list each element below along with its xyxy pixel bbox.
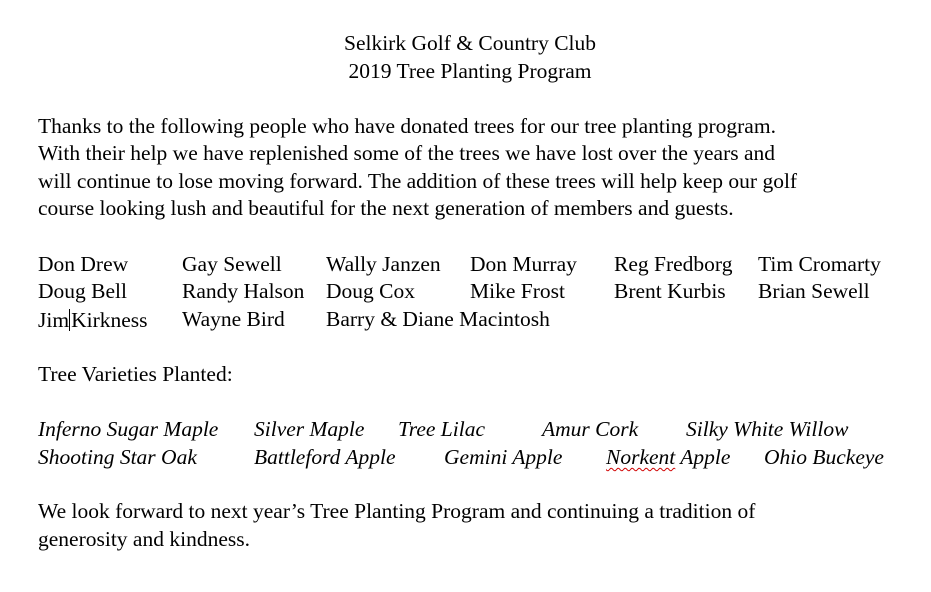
donor-name: Brian Sewell — [758, 279, 870, 303]
document-subtitle: 2019 Tree Planting Program — [348, 59, 592, 83]
intro-line: Thanks to the following people who have donated trees for our tree planting program. — [38, 114, 776, 138]
closing-line: We look forward to next year’s Tree Planting Program and continuing a tradition of — [38, 499, 756, 523]
variety-word: Apple — [680, 445, 731, 469]
donor-name: Tim Cromarty — [758, 252, 881, 276]
tree-variety: Amur Cork — [542, 417, 639, 441]
text-cursor — [69, 309, 70, 331]
closing-line: generosity and kindness. — [38, 527, 250, 551]
spellcheck-word[interactable]: Norkent — [606, 445, 676, 469]
tree-variety: Shooting Star Oak — [38, 445, 197, 469]
tree-variety: Tree Lilac — [398, 417, 485, 441]
tree-variety — [606, 447, 730, 469]
intro-line: With their help we have replenished some of the trees we have lost over the years and — [38, 141, 776, 165]
intro-line: will continue to lose moving forward. The addition of these trees will help keep our golf — [38, 169, 798, 193]
tree-variety: Silver Maple — [254, 417, 365, 441]
donor-name: Barry & Diane Macintosh — [326, 307, 550, 331]
tree-variety: Silky White Willow — [686, 417, 849, 441]
donor-name: Mike Frost — [470, 279, 565, 303]
tree-variety: Inferno Sugar Maple — [38, 417, 219, 441]
donor-name: Gay Sewell — [182, 252, 282, 276]
donor-last-name: Kirkness — [71, 308, 148, 332]
varieties-heading: Tree Varieties Planted: — [38, 362, 233, 386]
donor-name: Brent Kurbis — [614, 279, 726, 303]
tree-variety: Ohio Buckeye — [764, 445, 884, 469]
donor-name: Doug Cox — [326, 279, 415, 303]
donor-first-name: Jim — [38, 308, 70, 332]
donor-name: Don Murray — [470, 252, 577, 276]
donor-name: Reg Fredborg — [614, 252, 733, 276]
donor-name — [38, 309, 148, 332]
donor-name: Doug Bell — [38, 279, 127, 303]
donor-name: Wally Janzen — [326, 252, 441, 276]
document-title: Selkirk Golf & Country Club — [343, 31, 597, 55]
donor-name: Don Drew — [38, 252, 129, 276]
intro-line: course looking lush and beautiful for the next generation of members and guests. — [38, 196, 734, 220]
donor-name: Randy Halson — [182, 279, 305, 303]
tree-variety: Gemini Apple — [444, 445, 563, 469]
tree-variety: Battleford Apple — [254, 445, 396, 469]
donor-name: Wayne Bird — [182, 307, 285, 331]
